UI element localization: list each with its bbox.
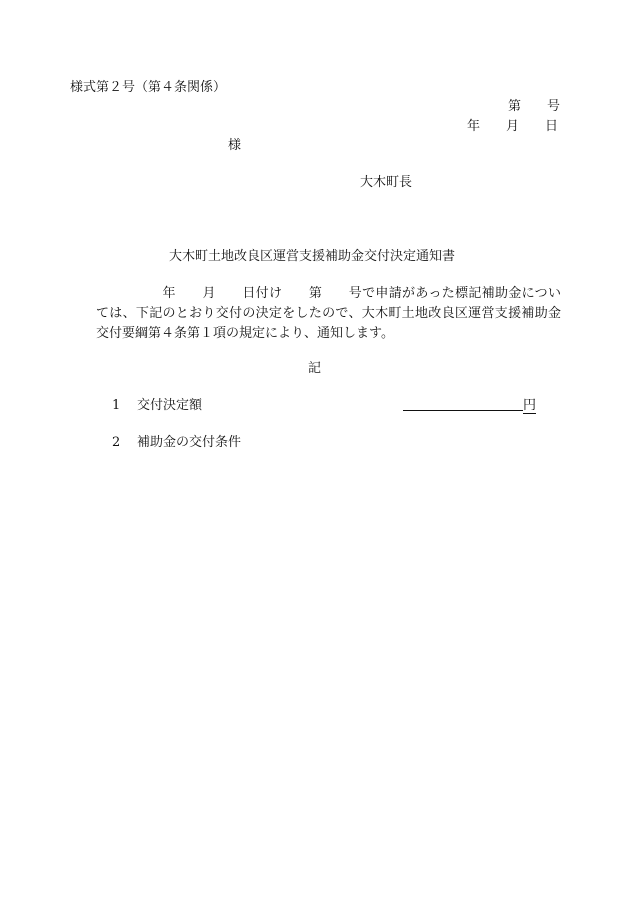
document-title: 大木町土地改良区運営支援補助金交付決定通知書 <box>169 249 456 264</box>
body-paragraph: 年 月 日付け 第 号で申請があった標記補助金については、下記のとおり交付の決定をしたので、大木町土地改良区運営支援補助金交付要綱第４条第１項の規定により、通知します。 <box>96 286 561 341</box>
ki-heading: 記 <box>308 361 322 376</box>
item-1-label: 交付決定額 <box>137 398 203 413</box>
item-2-number: 2 <box>112 435 121 450</box>
item-2-label: 補助金の交付条件 <box>137 435 242 450</box>
date-line: 年 月 日 <box>466 119 558 134</box>
addressee-suffix: 様 <box>228 138 242 153</box>
document-number: 第 号 <box>507 99 560 114</box>
amount-field <box>403 396 536 416</box>
item-1-number: 1 <box>112 398 121 413</box>
issuer-name: 大木町長 <box>360 175 413 190</box>
form-label: 様式第２号（第４条関係） <box>70 80 227 95</box>
amount-unit: 円 <box>523 398 537 413</box>
amount-underline <box>403 396 523 411</box>
